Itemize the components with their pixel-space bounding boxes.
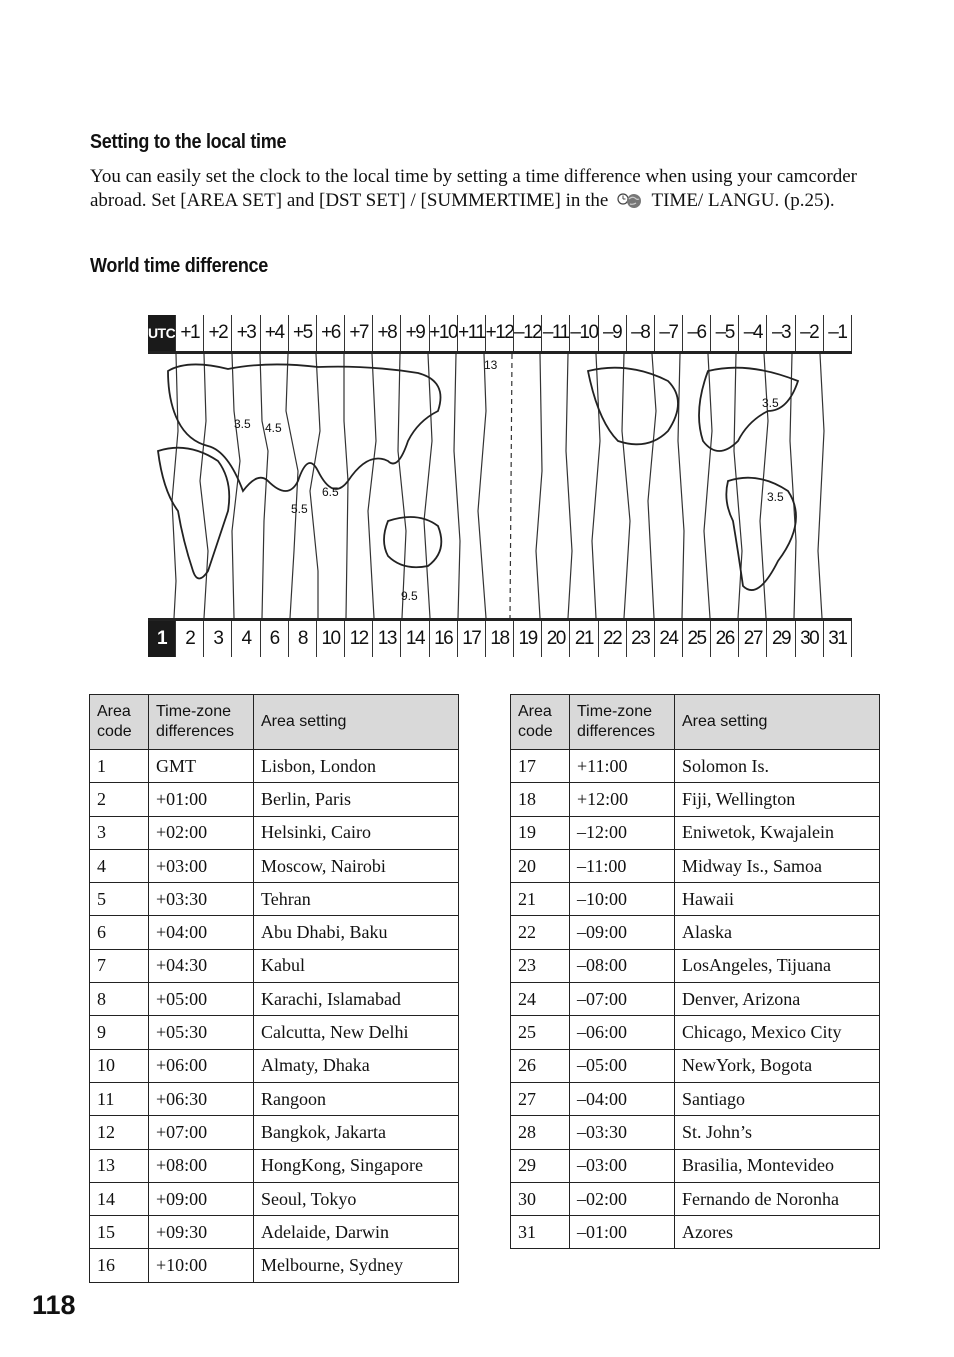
- table-row: [90, 1149, 459, 1182]
- cell-time-difference: –02:00: [570, 1182, 675, 1215]
- cell-time-difference: +04:00: [149, 916, 254, 949]
- utc-offset-label-3: +3: [232, 315, 260, 351]
- area-code-label-6: 10: [317, 621, 345, 657]
- cell-area-code: 13: [90, 1149, 149, 1182]
- cell-time-difference: +07:00: [149, 1116, 254, 1149]
- cell-time-difference: –01:00: [570, 1216, 675, 1249]
- cell-area-setting: Solomon Is.: [675, 750, 880, 783]
- utc-offset-label-22: –3: [767, 315, 795, 351]
- utc-offset-label-11: +11: [458, 315, 486, 351]
- intro-text-1: You can easily set the clock to the local time by setting a time difference when using your camcorder abroad. Set [AREA SET] and [DST SET] / [SUMMERTIME] in the: [90, 166, 857, 211]
- table-row: [511, 1016, 880, 1049]
- utc-offset-label-10: +10: [430, 315, 458, 351]
- cell-time-difference: –08:00: [570, 949, 675, 982]
- cell-area-setting: Azores: [675, 1216, 880, 1249]
- cell-area-setting: Fernando de Noronha: [675, 1182, 880, 1215]
- cell-area-code: 26: [511, 1049, 570, 1082]
- header-area-setting: Area setting: [675, 695, 880, 750]
- table-row: [90, 1249, 459, 1282]
- table-header-row: [511, 695, 880, 750]
- table-row: [511, 816, 880, 849]
- cell-time-difference: +10:00: [149, 1249, 254, 1282]
- utc-offset-strip: [148, 315, 852, 351]
- utc-offset-label-0: UTC: [148, 315, 176, 351]
- table-row: [511, 916, 880, 949]
- utc-offset-label-7: +7: [345, 315, 373, 351]
- intro-paragraph: [90, 165, 880, 213]
- utc-offset-label-6: +6: [317, 315, 345, 351]
- cell-time-difference: +04:30: [149, 949, 254, 982]
- cell-area-code: 4: [90, 849, 149, 882]
- annotation-4-5: 4.5: [265, 421, 282, 435]
- table-row: [511, 1116, 880, 1149]
- cell-area-code: 8: [90, 983, 149, 1016]
- cell-area-setting: Tehran: [254, 883, 459, 916]
- table-row: [90, 750, 459, 783]
- cell-area-code: 28: [511, 1116, 570, 1149]
- header-area-code: Area code: [511, 695, 570, 750]
- cell-area-code: 16: [90, 1249, 149, 1282]
- cell-area-code: 6: [90, 916, 149, 949]
- table-row: [90, 1182, 459, 1215]
- area-code-label-4: 6: [261, 621, 289, 657]
- table-row: [90, 816, 459, 849]
- area-code-label-2: 3: [204, 621, 232, 657]
- utc-offset-label-17: –8: [627, 315, 655, 351]
- table-row: [90, 849, 459, 882]
- annotation-3-5-brazil: 3.5: [767, 490, 784, 504]
- cell-time-difference: –11:00: [570, 849, 675, 882]
- cell-area-code: 14: [90, 1182, 149, 1215]
- area-code-label-21: 27: [739, 621, 767, 657]
- annotation-13: 13: [484, 358, 498, 372]
- annotation-6-5: 6.5: [322, 485, 339, 499]
- cell-area-setting: St. John’s: [675, 1116, 880, 1149]
- cell-area-code: 1: [90, 750, 149, 783]
- cell-time-difference: +01:00: [149, 783, 254, 816]
- cell-time-difference: +06:00: [149, 1049, 254, 1082]
- cell-area-code: 10: [90, 1049, 149, 1082]
- table-row: [511, 1049, 880, 1082]
- cell-area-setting: Midway Is., Samoa: [675, 849, 880, 882]
- utc-offset-label-5: +5: [289, 315, 317, 351]
- annotation-3-5-iran: 3.5: [234, 417, 251, 431]
- area-code-label-14: 20: [542, 621, 570, 657]
- utc-offset-label-12: +12: [486, 315, 514, 351]
- table-row: [511, 1149, 880, 1182]
- cell-area-code: 22: [511, 916, 570, 949]
- utc-offset-label-9: +9: [401, 315, 429, 351]
- cell-area-setting: Brasilia, Montevideo: [675, 1149, 880, 1182]
- cell-time-difference: –03:00: [570, 1149, 675, 1182]
- cell-area-setting: Berlin, Paris: [254, 783, 459, 816]
- table-row: [511, 750, 880, 783]
- annotation-9-5: 9.5: [401, 589, 418, 603]
- world-time-map: [148, 315, 852, 657]
- cell-area-setting: Chicago, Mexico City: [675, 1016, 880, 1049]
- area-code-label-16: 22: [599, 621, 627, 657]
- utc-offset-label-8: +8: [373, 315, 401, 351]
- cell-time-difference: +02:00: [149, 816, 254, 849]
- cell-area-code: 31: [511, 1216, 570, 1249]
- utc-offset-label-24: –1: [824, 315, 852, 351]
- intro-text-2: TIME/ LANGU. (p.25).: [651, 190, 835, 211]
- cell-area-code: 20: [511, 849, 570, 882]
- utc-offset-label-13: –12: [514, 315, 542, 351]
- table-row: [511, 783, 880, 816]
- area-code-label-5: 8: [289, 621, 317, 657]
- cell-time-difference: –06:00: [570, 1016, 675, 1049]
- cell-area-code: 23: [511, 949, 570, 982]
- area-code-label-0: 1: [148, 621, 176, 657]
- cell-time-difference: –12:00: [570, 816, 675, 849]
- cell-area-code: 5: [90, 883, 149, 916]
- cell-area-code: 3: [90, 816, 149, 849]
- utc-offset-label-1: +1: [176, 315, 204, 351]
- header-time-zone: Time-zone differences: [570, 695, 675, 750]
- table-row: [511, 1182, 880, 1215]
- area-code-label-3: 4: [232, 621, 260, 657]
- area-code-label-13: 19: [514, 621, 542, 657]
- cell-area-code: 27: [511, 1082, 570, 1115]
- section-heading-world-time: World time difference: [90, 255, 269, 277]
- cell-time-difference: +09:30: [149, 1216, 254, 1249]
- utc-offset-label-15: –10: [570, 315, 598, 351]
- area-code-label-17: 23: [627, 621, 655, 657]
- cell-time-difference: –10:00: [570, 883, 675, 916]
- cell-time-difference: +11:00: [570, 750, 675, 783]
- cell-area-setting: NewYork, Bogota: [675, 1049, 880, 1082]
- header-area-setting: Area setting: [254, 695, 459, 750]
- cell-area-setting: Bangkok, Jakarta: [254, 1116, 459, 1149]
- cell-area-setting: Almaty, Dhaka: [254, 1049, 459, 1082]
- area-code-label-20: 26: [711, 621, 739, 657]
- table-row: [511, 1216, 880, 1249]
- world-map-graphic: [148, 351, 852, 621]
- header-time-zone: Time-zone differences: [149, 695, 254, 750]
- time-zone-table-right: [510, 694, 880, 1249]
- cell-area-setting: Calcutta, New Delhi: [254, 1016, 459, 1049]
- cell-area-code: 17: [511, 750, 570, 783]
- cell-time-difference: –04:00: [570, 1082, 675, 1115]
- table-row: [511, 1082, 880, 1115]
- cell-area-code: 18: [511, 783, 570, 816]
- table-row: [511, 949, 880, 982]
- cell-area-setting: Fiji, Wellington: [675, 783, 880, 816]
- annotation-3-5-newfoundland: 3.5: [762, 396, 779, 410]
- cell-area-setting: Eniwetok, Kwajalein: [675, 816, 880, 849]
- utc-offset-label-2: +2: [204, 315, 232, 351]
- utc-offset-label-23: –2: [796, 315, 824, 351]
- cell-area-setting: Helsinki, Cairo: [254, 816, 459, 849]
- cell-time-difference: +03:00: [149, 849, 254, 882]
- cell-area-code: 29: [511, 1149, 570, 1182]
- page-number: 118: [32, 1290, 76, 1320]
- table-row: [90, 883, 459, 916]
- table-row: [90, 949, 459, 982]
- cell-area-setting: Karachi, Islamabad: [254, 983, 459, 1016]
- cell-time-difference: –05:00: [570, 1049, 675, 1082]
- area-code-label-18: 24: [655, 621, 683, 657]
- cell-area-setting: Denver, Arizona: [675, 983, 880, 1016]
- table-row: [511, 849, 880, 882]
- area-code-label-7: 12: [345, 621, 373, 657]
- cell-time-difference: +08:00: [149, 1149, 254, 1182]
- table-row: [90, 1082, 459, 1115]
- area-code-label-15: 21: [570, 621, 598, 657]
- cell-time-difference: +06:30: [149, 1082, 254, 1115]
- cell-area-code: 25: [511, 1016, 570, 1049]
- utc-offset-label-4: +4: [261, 315, 289, 351]
- table-row: [90, 1216, 459, 1249]
- time-zone-table-left: [89, 694, 459, 1283]
- cell-area-setting: Alaska: [675, 916, 880, 949]
- cell-time-difference: +05:30: [149, 1016, 254, 1049]
- cell-area-code: 2: [90, 783, 149, 816]
- cell-time-difference: +05:00: [149, 983, 254, 1016]
- cell-area-setting: Melbourne, Sydney: [254, 1249, 459, 1282]
- area-code-strip: [148, 621, 852, 657]
- area-code-label-10: 16: [430, 621, 458, 657]
- area-code-label-24: 31: [824, 621, 852, 657]
- table-header-row: [90, 695, 459, 750]
- table-row: [90, 916, 459, 949]
- utc-offset-label-19: –6: [683, 315, 711, 351]
- cell-area-setting: LosAngeles, Tijuana: [675, 949, 880, 982]
- cell-area-setting: Seoul, Tokyo: [254, 1182, 459, 1215]
- table-row: [90, 1049, 459, 1082]
- cell-time-difference: –03:30: [570, 1116, 675, 1149]
- cell-area-code: 30: [511, 1182, 570, 1215]
- cell-area-code: 19: [511, 816, 570, 849]
- annotation-5-5: 5.5: [291, 502, 308, 516]
- cell-area-code: 9: [90, 1016, 149, 1049]
- table-row: [90, 983, 459, 1016]
- area-code-label-19: 25: [683, 621, 711, 657]
- cell-area-setting: Kabul: [254, 949, 459, 982]
- area-code-label-11: 17: [458, 621, 486, 657]
- cell-area-setting: Santiago: [675, 1082, 880, 1115]
- cell-time-difference: +12:00: [570, 783, 675, 816]
- cell-area-setting: Moscow, Nairobi: [254, 849, 459, 882]
- area-code-label-23: 30: [796, 621, 824, 657]
- section-heading-local-time: Setting to the local time: [90, 131, 287, 153]
- cell-area-code: 12: [90, 1116, 149, 1149]
- header-area-code: Area code: [90, 695, 149, 750]
- table-row: [90, 1116, 459, 1149]
- table-row: [511, 883, 880, 916]
- utc-offset-label-20: –5: [711, 315, 739, 351]
- area-code-label-22: 29: [767, 621, 795, 657]
- cell-area-code: 24: [511, 983, 570, 1016]
- cell-area-setting: Lisbon, London: [254, 750, 459, 783]
- area-code-label-8: 13: [373, 621, 401, 657]
- table-row: [90, 1016, 459, 1049]
- area-code-label-1: 2: [176, 621, 204, 657]
- utc-offset-label-16: –9: [599, 315, 627, 351]
- area-code-label-12: 18: [486, 621, 514, 657]
- cell-area-code: 15: [90, 1216, 149, 1249]
- utc-offset-label-14: –11: [542, 315, 570, 351]
- cell-area-setting: Adelaide, Darwin: [254, 1216, 459, 1249]
- table-row: [90, 783, 459, 816]
- cell-area-setting: Abu Dhabi, Baku: [254, 916, 459, 949]
- cell-time-difference: +09:00: [149, 1182, 254, 1215]
- clock-globe-icon: [617, 191, 643, 209]
- cell-time-difference: –07:00: [570, 983, 675, 1016]
- utc-offset-label-21: –4: [739, 315, 767, 351]
- cell-time-difference: –09:00: [570, 916, 675, 949]
- cell-time-difference: +03:30: [149, 883, 254, 916]
- utc-offset-label-18: –7: [655, 315, 683, 351]
- cell-area-setting: Hawaii: [675, 883, 880, 916]
- cell-area-code: 21: [511, 883, 570, 916]
- area-code-label-9: 14: [401, 621, 429, 657]
- table-row: [511, 983, 880, 1016]
- cell-area-code: 11: [90, 1082, 149, 1115]
- cell-area-setting: Rangoon: [254, 1082, 459, 1115]
- cell-area-setting: HongKong, Singapore: [254, 1149, 459, 1182]
- cell-time-difference: GMT: [149, 750, 254, 783]
- cell-area-code: 7: [90, 949, 149, 982]
